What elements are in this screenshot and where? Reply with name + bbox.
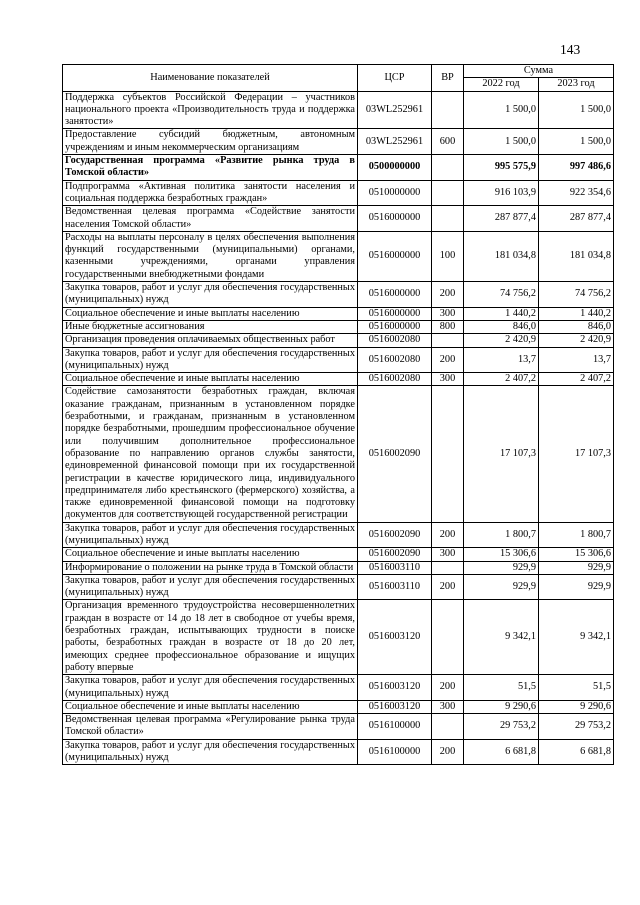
row-value-2023-cell: 15 306,6 xyxy=(539,548,614,561)
row-value-2023-cell: 9 290,6 xyxy=(539,700,614,713)
header-year-2022: 2022 год xyxy=(464,78,539,91)
row-vr-cell: 100 xyxy=(432,231,464,281)
table-row xyxy=(63,155,614,181)
row-csr-cell: 0516000000 xyxy=(358,231,432,281)
row-vr-cell xyxy=(432,155,464,181)
row-name-cell: Закупка товаров, работ и услуг для обеспечения государственных (муниципальных) нужд xyxy=(63,522,358,548)
row-vr-cell: 200 xyxy=(432,282,464,308)
header-name: Наименование показателей xyxy=(63,65,358,92)
table-body xyxy=(63,91,614,765)
row-value-2023-cell: 1 440,2 xyxy=(539,307,614,320)
table-row xyxy=(63,600,614,675)
row-value-2023-cell: 2 407,2 xyxy=(539,373,614,386)
row-name-cell: Социальное обеспечение и иные выплаты населению xyxy=(63,548,358,561)
budget-table xyxy=(62,64,614,765)
row-name-cell: Закупка товаров, работ и услуг для обеспечения государственных (муниципальных) нужд xyxy=(63,675,358,701)
row-name-cell: Социальное обеспечение и иные выплаты населению xyxy=(63,373,358,386)
row-value-2022-cell: 995 575,9 xyxy=(464,155,539,181)
row-vr-cell xyxy=(432,334,464,347)
row-name-cell: Подпрограмма «Активная политика занятости населения и социальная поддержка безработных граждан» xyxy=(63,180,358,206)
table-row xyxy=(63,739,614,765)
row-value-2023-cell: 997 486,6 xyxy=(539,155,614,181)
row-value-2022-cell: 916 103,9 xyxy=(464,180,539,206)
row-value-2022-cell: 2 407,2 xyxy=(464,373,539,386)
row-csr-cell: 0516000000 xyxy=(358,320,432,333)
row-csr-cell: 0516100000 xyxy=(358,739,432,765)
row-value-2022-cell: 846,0 xyxy=(464,320,539,333)
table-row xyxy=(63,129,614,155)
row-csr-cell: 0516000000 xyxy=(358,307,432,320)
table-row xyxy=(63,561,614,574)
row-vr-cell xyxy=(432,180,464,206)
row-value-2022-cell: 9 342,1 xyxy=(464,600,539,675)
row-csr-cell: 0516002090 xyxy=(358,522,432,548)
table-row xyxy=(63,548,614,561)
row-value-2023-cell: 17 107,3 xyxy=(539,386,614,522)
table-row xyxy=(63,334,614,347)
row-value-2022-cell: 6 681,8 xyxy=(464,739,539,765)
row-name-cell: Закупка товаров, работ и услуг для обеспечения государственных (муниципальных) нужд xyxy=(63,282,358,308)
row-name-cell: Государственная программа «Развитие рынка труда в Томской области» xyxy=(63,155,358,181)
row-value-2022-cell: 929,9 xyxy=(464,561,539,574)
row-name-cell: Предоставление субсидий бюджетным, автономным учреждениям и иным некоммерческим организациям xyxy=(63,129,358,155)
row-csr-cell: 0516000000 xyxy=(358,206,432,232)
row-value-2023-cell: 846,0 xyxy=(539,320,614,333)
row-csr-cell: 0500000000 xyxy=(358,155,432,181)
row-csr-cell: 0516002090 xyxy=(358,386,432,522)
row-value-2023-cell: 929,9 xyxy=(539,561,614,574)
row-value-2022-cell: 13,7 xyxy=(464,347,539,373)
row-value-2022-cell: 9 290,6 xyxy=(464,700,539,713)
table-row xyxy=(63,320,614,333)
table-row xyxy=(63,386,614,522)
row-name-cell: Ведомственная целевая программа «Содействие занятости населения Томской области» xyxy=(63,206,358,232)
row-value-2023-cell: 74 756,2 xyxy=(539,282,614,308)
row-value-2023-cell: 51,5 xyxy=(539,675,614,701)
row-csr-cell: 0516003120 xyxy=(358,675,432,701)
row-vr-cell: 300 xyxy=(432,307,464,320)
row-value-2023-cell: 181 034,8 xyxy=(539,231,614,281)
row-vr-cell xyxy=(432,206,464,232)
row-vr-cell: 600 xyxy=(432,129,464,155)
table-row xyxy=(63,700,614,713)
row-csr-cell: 0516000000 xyxy=(358,282,432,308)
row-csr-cell: 0516003110 xyxy=(358,561,432,574)
row-value-2022-cell: 17 107,3 xyxy=(464,386,539,522)
row-name-cell: Закупка товаров, работ и услуг для обеспечения государственных (муниципальных) нужд xyxy=(63,574,358,600)
row-name-cell: Закупка товаров, работ и услуг для обеспечения государственных (муниципальных) нужд xyxy=(63,739,358,765)
row-vr-cell: 300 xyxy=(432,548,464,561)
table-row xyxy=(63,347,614,373)
row-csr-cell: 0510000000 xyxy=(358,180,432,206)
header-vr: ВР xyxy=(432,65,464,92)
row-name-cell: Информирование о положении на рынке труда в Томской области xyxy=(63,561,358,574)
row-name-cell: Организация проведения оплачиваемых общественных работ xyxy=(63,334,358,347)
row-csr-cell: 03WL252961 xyxy=(358,91,432,129)
row-csr-cell: 0516100000 xyxy=(358,714,432,740)
row-csr-cell: 03WL252961 xyxy=(358,129,432,155)
row-value-2022-cell: 287 877,4 xyxy=(464,206,539,232)
row-vr-cell xyxy=(432,386,464,522)
row-vr-cell xyxy=(432,91,464,129)
row-vr-cell: 200 xyxy=(432,522,464,548)
header-sum: Сумма xyxy=(464,65,614,78)
page-number: 143 xyxy=(560,42,581,57)
row-value-2022-cell: 181 034,8 xyxy=(464,231,539,281)
row-value-2023-cell: 287 877,4 xyxy=(539,206,614,232)
row-vr-cell xyxy=(432,600,464,675)
row-value-2023-cell: 13,7 xyxy=(539,347,614,373)
row-value-2022-cell: 74 756,2 xyxy=(464,282,539,308)
row-name-cell: Иные бюджетные ассигнования xyxy=(63,320,358,333)
row-vr-cell xyxy=(432,714,464,740)
row-value-2023-cell: 1 500,0 xyxy=(539,129,614,155)
row-csr-cell: 0516002090 xyxy=(358,548,432,561)
table-row xyxy=(63,307,614,320)
row-value-2023-cell: 929,9 xyxy=(539,574,614,600)
row-vr-cell: 300 xyxy=(432,373,464,386)
row-value-2022-cell: 29 753,2 xyxy=(464,714,539,740)
row-value-2022-cell: 1 500,0 xyxy=(464,91,539,129)
header-year-2023: 2023 год xyxy=(539,78,614,91)
row-name-cell: Закупка товаров, работ и услуг для обеспечения государственных (муниципальных) нужд xyxy=(63,347,358,373)
table-row xyxy=(63,180,614,206)
row-name-cell: Ведомственная целевая программа «Регулирование рынка труда Томской области» xyxy=(63,714,358,740)
table-row xyxy=(63,91,614,129)
row-csr-cell: 0516002080 xyxy=(358,334,432,347)
row-value-2022-cell: 1 500,0 xyxy=(464,129,539,155)
row-vr-cell: 200 xyxy=(432,574,464,600)
row-csr-cell: 0516003120 xyxy=(358,600,432,675)
row-value-2023-cell: 1 500,0 xyxy=(539,91,614,129)
row-value-2022-cell: 1 440,2 xyxy=(464,307,539,320)
table-row xyxy=(63,522,614,548)
row-vr-cell: 200 xyxy=(432,675,464,701)
table-row xyxy=(63,675,614,701)
row-value-2023-cell: 2 420,9 xyxy=(539,334,614,347)
row-value-2022-cell: 15 306,6 xyxy=(464,548,539,561)
row-vr-cell: 300 xyxy=(432,700,464,713)
table-row xyxy=(63,206,614,232)
row-csr-cell: 0516003110 xyxy=(358,574,432,600)
row-vr-cell: 800 xyxy=(432,320,464,333)
row-value-2023-cell: 1 800,7 xyxy=(539,522,614,548)
row-csr-cell: 0516003120 xyxy=(358,700,432,713)
row-name-cell: Социальное обеспечение и иные выплаты населению xyxy=(63,700,358,713)
row-value-2023-cell: 9 342,1 xyxy=(539,600,614,675)
row-value-2022-cell: 51,5 xyxy=(464,675,539,701)
table-row xyxy=(63,282,614,308)
row-name-cell: Организация временного трудоустройства несовершеннолетних граждан в возрасте от 14 до 18 лет в свободное от учебы время, безработных граждан, испытывающих трудности в поиске работы, безработных граждан в возрасте от 18 до 20 лет, имеющих среднее профессиональное образование и ищущих работу впервые xyxy=(63,600,358,675)
table-row xyxy=(63,373,614,386)
row-vr-cell xyxy=(432,561,464,574)
row-value-2022-cell: 929,9 xyxy=(464,574,539,600)
row-value-2022-cell: 1 800,7 xyxy=(464,522,539,548)
row-value-2022-cell: 2 420,9 xyxy=(464,334,539,347)
row-value-2023-cell: 6 681,8 xyxy=(539,739,614,765)
row-csr-cell: 0516002080 xyxy=(358,347,432,373)
row-vr-cell: 200 xyxy=(432,347,464,373)
row-vr-cell: 200 xyxy=(432,739,464,765)
row-value-2023-cell: 29 753,2 xyxy=(539,714,614,740)
row-name-cell: Поддержка субъектов Российской Федерации – участников национального проекта «Производительность труда и поддержка занятости» xyxy=(63,91,358,129)
row-name-cell: Содействие самозанятости безработных граждан, включая оказание гражданам, признанным в установленном порядке безработными, и гражданам, признанным в установленном порядке безработными, прошедшим профессиональное обучение или получившим дополнительное профессиональное образование по направлению органов службы занятости, единовременной финансовой помощи при их государственной регистрации в качестве юридического лица, индивидуального предпринимателя либо крестьянского (фермерского) хозяйства, а также единовременной финансовой помощи на подготовку документов для соответствующей государственной регистрации xyxy=(63,386,358,522)
row-name-cell: Расходы на выплаты персоналу в целях обеспечения выполнения функций государственными (муниципальными) органами, казенными учреждениями, органами управления государственными внебюджетными фондами xyxy=(63,231,358,281)
table-row xyxy=(63,231,614,281)
row-name-cell: Социальное обеспечение и иные выплаты населению xyxy=(63,307,358,320)
table-row xyxy=(63,574,614,600)
row-csr-cell: 0516002080 xyxy=(358,373,432,386)
table-row xyxy=(63,714,614,740)
header-csr: ЦСР xyxy=(358,65,432,92)
row-value-2023-cell: 922 354,6 xyxy=(539,180,614,206)
